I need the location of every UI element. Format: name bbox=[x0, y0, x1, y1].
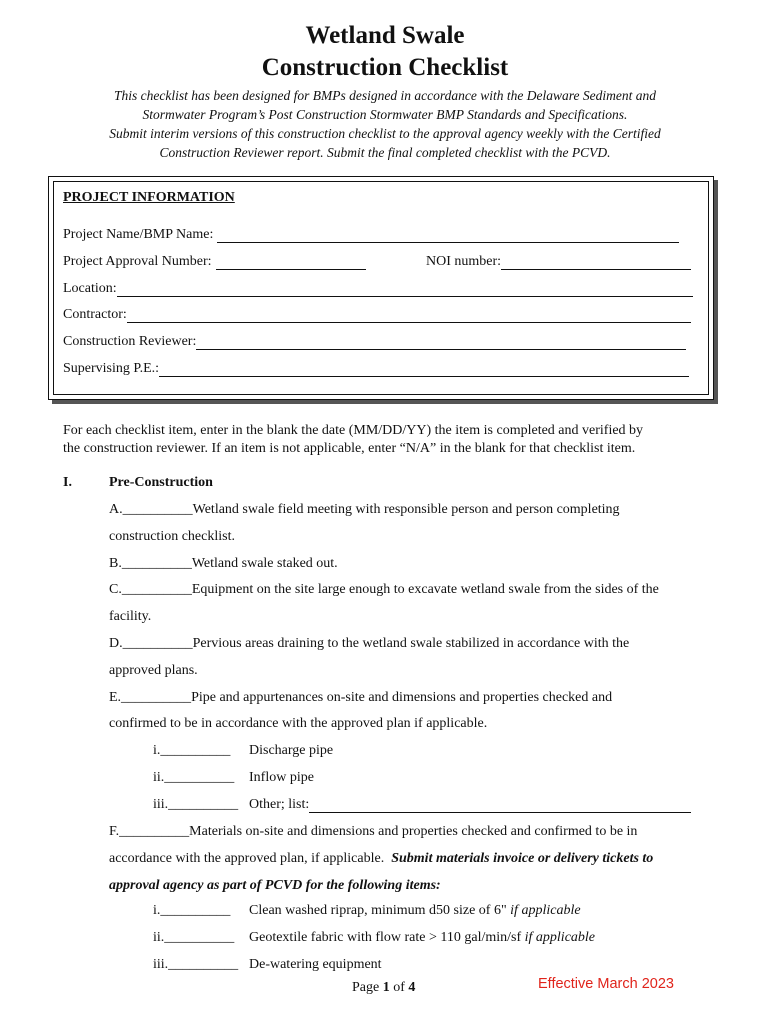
item-d-text-line1: Pervious areas draining to the wetland swale stabilized in accordance with the bbox=[192, 636, 630, 651]
document-title-line2: Construction Checklist bbox=[261, 54, 509, 81]
intro-line1: This checklist has been designed for BMPs designed in accordance with the Delaware Sediment and bbox=[114, 88, 656, 103]
item-e-sub-iii-row bbox=[249, 797, 691, 813]
item-f-sub-i-note: if applicable bbox=[510, 903, 581, 918]
location-label: Location: bbox=[63, 281, 117, 296]
checklist-item-f[interactable] bbox=[109, 818, 709, 845]
checklist-item-b[interactable] bbox=[109, 550, 709, 577]
reviewer-row bbox=[63, 334, 686, 350]
item-b-blank[interactable]: B.__________ bbox=[109, 556, 192, 571]
item-a-text-line2: construction checklist. bbox=[109, 529, 235, 544]
noi-number-field[interactable] bbox=[501, 255, 691, 270]
document-title-line1: Wetland Swale bbox=[305, 22, 465, 49]
project-name-field[interactable] bbox=[217, 228, 679, 243]
contractor-field[interactable] bbox=[127, 308, 691, 323]
page-current: 1 bbox=[382, 980, 390, 995]
section-number: I. bbox=[63, 475, 72, 490]
instructions-line2: the construction reviewer. If an item is not applicable, enter “N/A” in the blank for that checklist item. bbox=[63, 441, 636, 456]
item-c-text-line2: facility. bbox=[109, 609, 152, 624]
reviewer-field[interactable] bbox=[196, 335, 686, 350]
checklist-item-a[interactable] bbox=[109, 496, 709, 523]
item-b-text: Wetland swale staked out. bbox=[191, 556, 338, 571]
checklist-item-e[interactable] bbox=[109, 684, 709, 711]
section-title: Pre-Construction bbox=[109, 475, 213, 490]
item-a-text-line1: Wetland swale field meeting with responsible person and person completing bbox=[192, 502, 620, 517]
item-e-sub-ii-text: Inflow pipe bbox=[249, 770, 314, 785]
item-e-sub-iii-blank[interactable]: iii.__________ bbox=[153, 797, 239, 812]
item-f-sub-i-text: Clean washed riprap, minimum d50 size of 6" bbox=[249, 903, 507, 918]
item-f-text-line2b: Submit materials invoice or delivery tickets to bbox=[391, 851, 654, 866]
item-f-sub-iii-blank[interactable]: iii.__________ bbox=[153, 957, 239, 972]
checklist-item-d[interactable] bbox=[109, 630, 709, 657]
page-number bbox=[352, 980, 415, 996]
contractor-label: Contractor: bbox=[63, 307, 127, 322]
pe-label: Supervising P.E.: bbox=[63, 361, 160, 376]
approval-number-field[interactable] bbox=[216, 255, 366, 270]
item-e-text-line1: Pipe and appurtenances on-site and dimensions and properties checked and bbox=[191, 690, 613, 705]
approval-number-row bbox=[63, 254, 366, 270]
item-e-text-line2: confirmed to be in accordance with the approved plan if applicable. bbox=[109, 716, 488, 731]
noi-number-row bbox=[426, 254, 691, 270]
item-f-sub-ii-note: if applicable bbox=[524, 930, 596, 945]
other-list-field[interactable] bbox=[309, 798, 691, 813]
of-word: of bbox=[393, 980, 405, 995]
item-f-text-line3: approval agency as part of PCVD for the following items: bbox=[109, 878, 441, 893]
effective-date: Effective March 2023 bbox=[538, 976, 674, 992]
item-e-blank[interactable]: E.__________ bbox=[109, 690, 192, 705]
approval-number-label: Project Approval Number: bbox=[63, 254, 212, 269]
location-field[interactable] bbox=[117, 282, 693, 297]
item-f-sub-ii-blank[interactable]: ii.__________ bbox=[153, 930, 235, 945]
checklist-item-c[interactable] bbox=[109, 576, 709, 603]
pe-row bbox=[63, 361, 689, 377]
item-f-blank[interactable]: F.__________ bbox=[109, 824, 190, 839]
item-e-sub-ii-blank[interactable]: ii.__________ bbox=[153, 770, 235, 785]
noi-number-label: NOI number: bbox=[426, 254, 502, 269]
instructions-line1: For each checklist item, enter in the blank the date (MM/DD/YY) the item is completed and verified by bbox=[63, 423, 644, 438]
item-f-sub-i-blank[interactable]: i.__________ bbox=[153, 903, 231, 918]
page-word: Page bbox=[352, 980, 380, 995]
intro-line3: Submit interim versions of this construction checklist to the approval agency weekly with the Certified bbox=[109, 126, 661, 141]
contractor-row bbox=[63, 307, 691, 323]
page-total: 4 bbox=[408, 980, 416, 995]
item-d-blank[interactable]: D.__________ bbox=[109, 636, 193, 651]
reviewer-label: Construction Reviewer: bbox=[63, 334, 197, 349]
pe-field[interactable] bbox=[159, 362, 689, 377]
item-f-sub-iii-text: De-watering equipment bbox=[249, 957, 382, 972]
project-name-label: Project Name/BMP Name: bbox=[63, 227, 214, 242]
intro-line4: Construction Reviewer report. Submit the final completed checklist with the PCVD. bbox=[159, 145, 611, 160]
intro-line2: Stormwater Program’s Post Construction Stormwater BMP Standards and Specifications. bbox=[142, 107, 628, 122]
location-row bbox=[63, 281, 693, 297]
item-c-text-line1: Equipment on the site large enough to excavate wetland swale from the sides of the bbox=[191, 582, 659, 597]
item-c-blank[interactable]: C.__________ bbox=[109, 582, 192, 597]
item-f-text-line2a: accordance with the approved plan, if applicable. bbox=[109, 851, 385, 866]
item-f-sub-i-row bbox=[249, 903, 581, 919]
item-f-sub-ii-text: Geotextile fabric with flow rate > 110 gal/min/sf bbox=[249, 930, 522, 945]
project-name-row bbox=[63, 227, 679, 243]
item-d-text-line2: approved plans. bbox=[109, 663, 198, 678]
item-e-sub-i-text: Discharge pipe bbox=[249, 743, 334, 758]
item-f-text-line2 bbox=[109, 845, 709, 872]
item-f-text-line1: Materials on-site and dimensions and properties checked and confirmed to be in bbox=[189, 824, 638, 839]
item-e-sub-iii-text: Other; list: bbox=[249, 797, 310, 812]
item-a-blank[interactable]: A.__________ bbox=[109, 502, 193, 517]
item-f-sub-ii-row bbox=[249, 930, 595, 946]
project-info-heading: PROJECT INFORMATION bbox=[63, 190, 235, 205]
item-e-sub-i-blank[interactable]: i.__________ bbox=[153, 743, 231, 758]
